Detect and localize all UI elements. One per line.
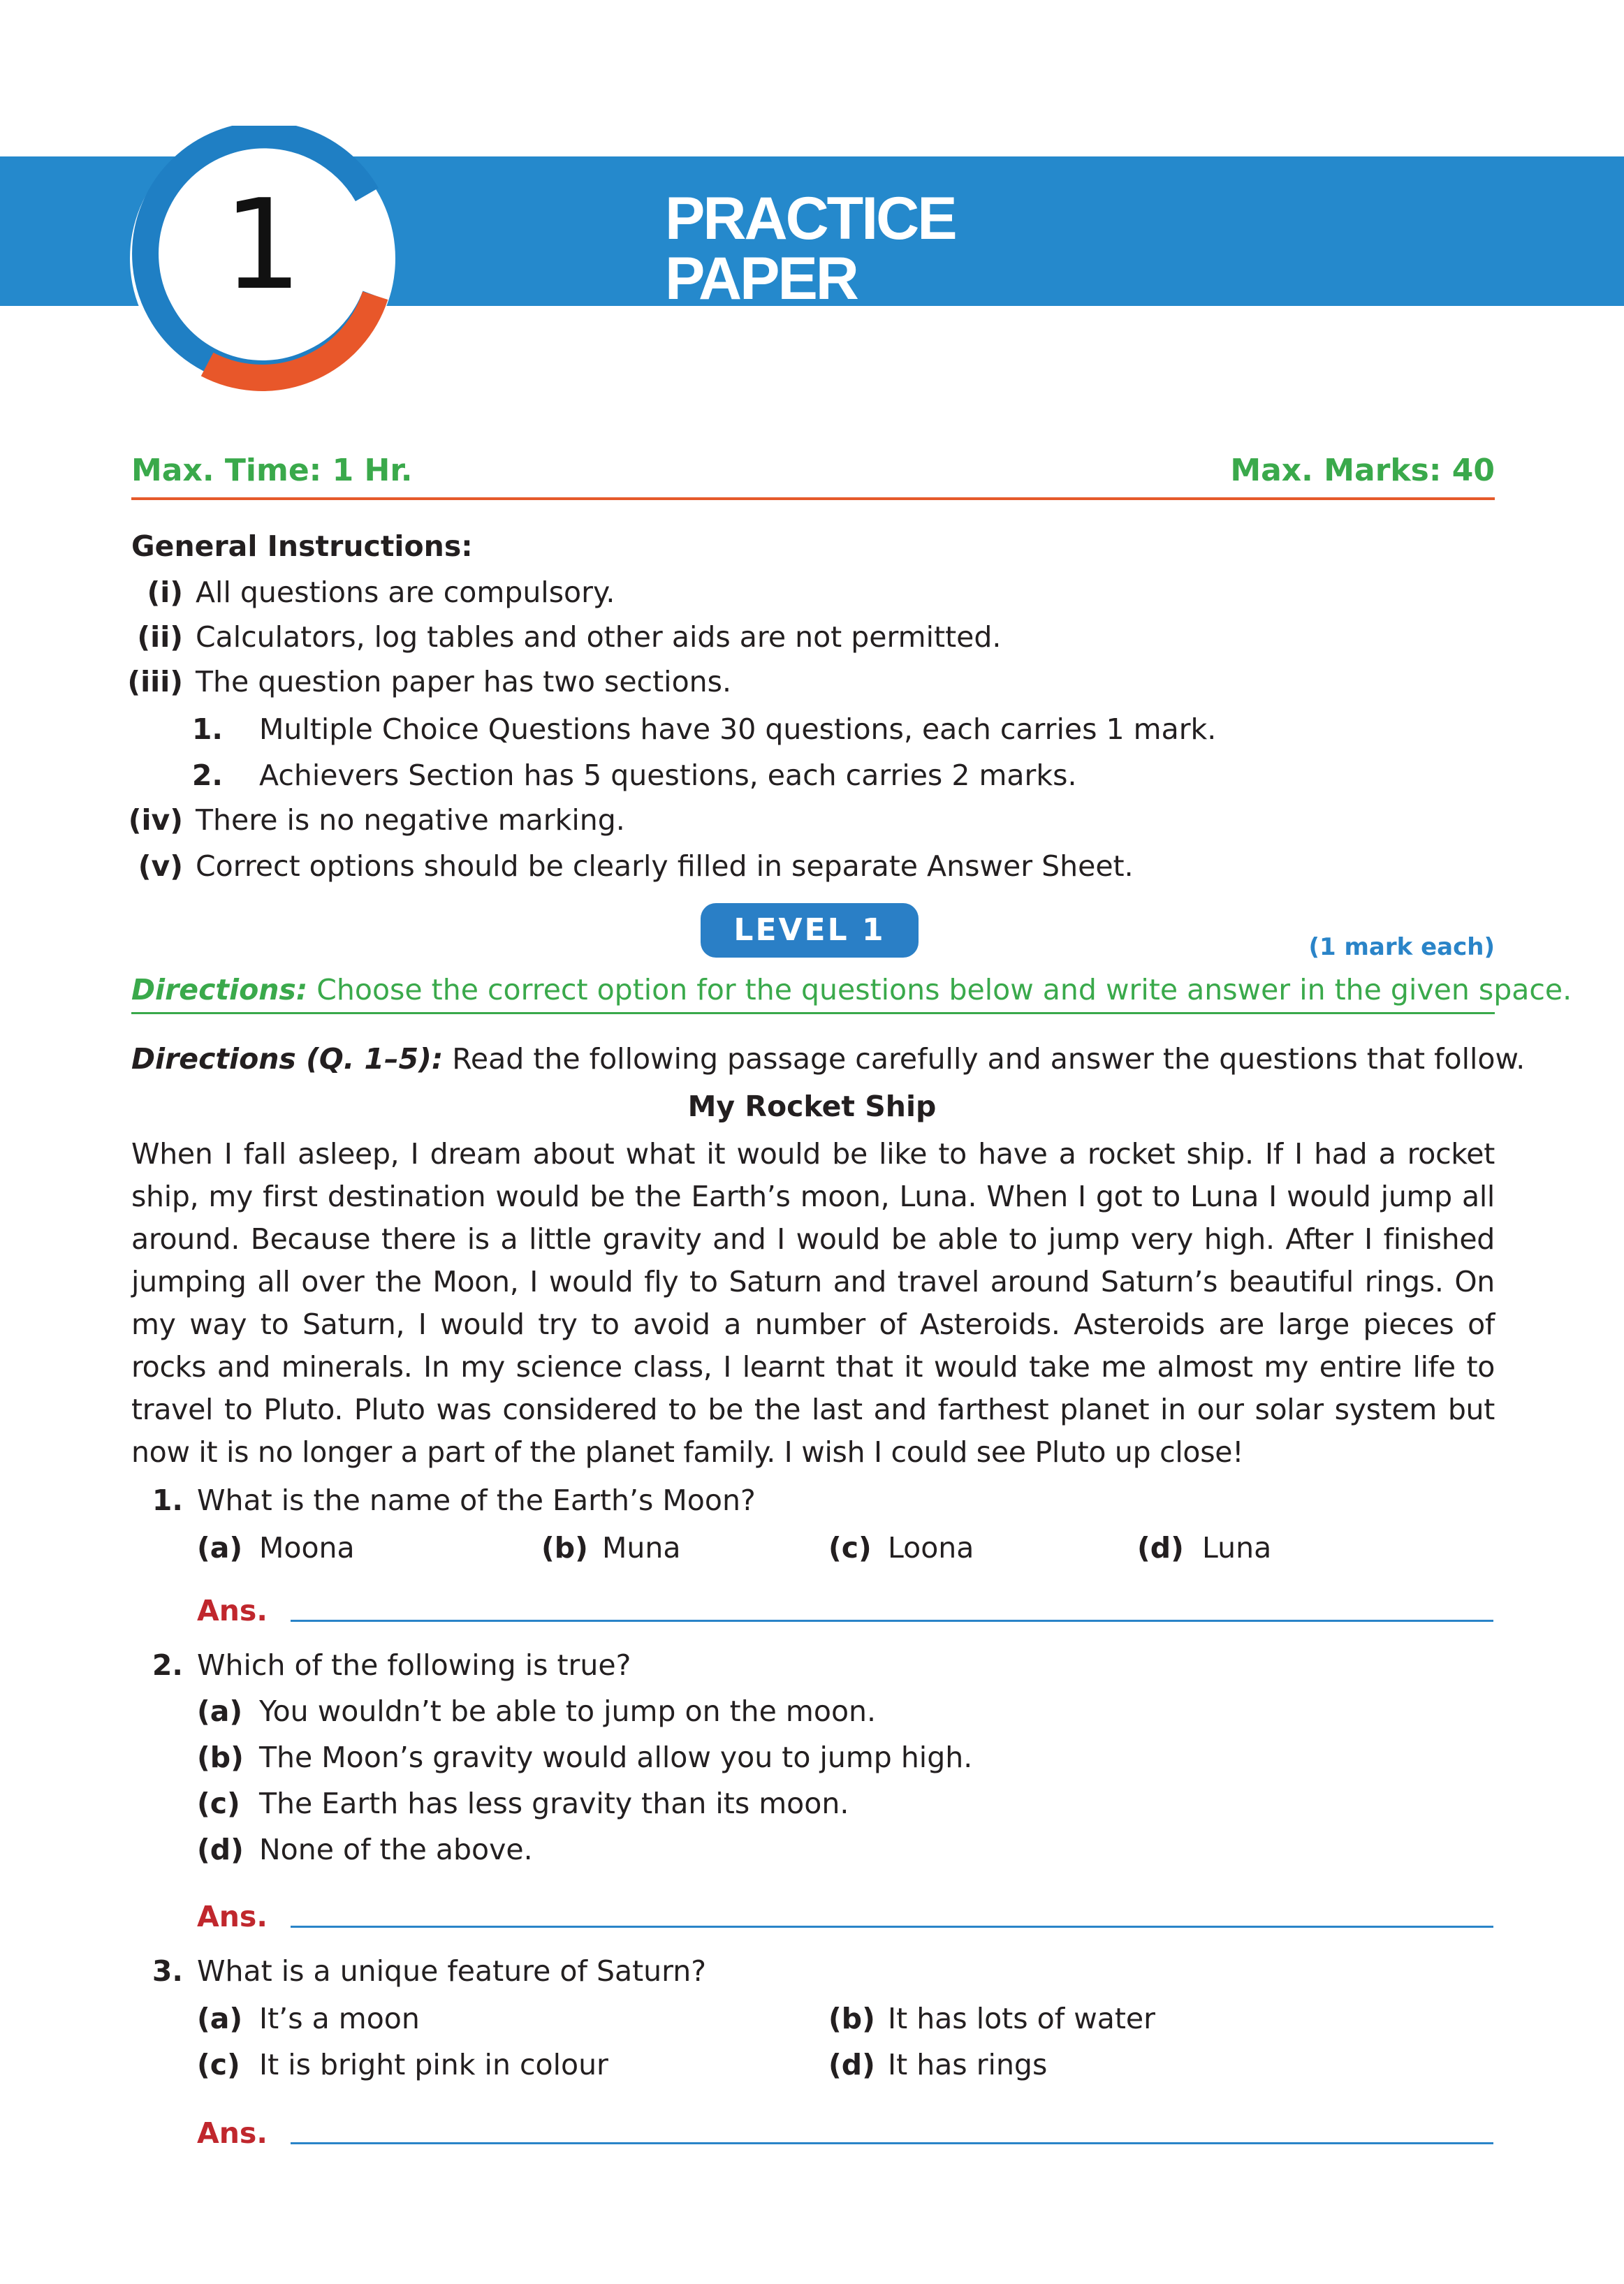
instruction-number: (i) [147, 576, 183, 609]
answer-label: Ans. [197, 2116, 268, 2150]
option-label: (c) [197, 2048, 240, 2081]
level-directions [131, 972, 1572, 1008]
exam-meta [131, 453, 1495, 489]
option-label: (b) [197, 1741, 244, 1774]
option-text: It is bright pink in colour [259, 2048, 608, 2081]
passage-directions-text: Read the following passage carefully and answer the questions that follow. [443, 1042, 1526, 1076]
directions-text: Choose the correct option for the questions below and write answer in the given space. [307, 973, 1572, 1006]
option-label: (d) [197, 1833, 244, 1866]
level-badge: LEVEL 1 [701, 903, 919, 958]
option-label: (d) [1137, 1531, 1184, 1565]
passage-title: My Rocket Ship [687, 1090, 937, 1123]
option-text: None of the above. [259, 1833, 533, 1866]
instruction-text: Multiple Choice Questions have 30 questions, each carries 1 mark. [259, 712, 1217, 746]
option-label: (c) [197, 1787, 240, 1820]
option-text: You wouldn’t be able to jump on the moon. [259, 1694, 877, 1728]
passage-directions [131, 1041, 1525, 1077]
instruction-text: Correct options should be clearly filled in separate Answer Sheet. [196, 849, 1134, 883]
question-number: 3. [152, 1954, 183, 1988]
question-text: What is a unique feature of Saturn? [197, 1954, 707, 1988]
answer-label: Ans. [197, 1594, 268, 1627]
option-label: (c) [828, 1531, 872, 1565]
option-text: Muna [602, 1531, 681, 1565]
option-label: (a) [197, 2002, 243, 2035]
max-time: Max. Time: 1 Hr. [131, 453, 413, 488]
instruction-number: (iii) [127, 665, 183, 698]
divider [131, 497, 1495, 500]
passage-body: When I fall asleep, I dream about what it would be like to have a rocket ship. If I had a rocket ship, my first destination would be the Earth’s moon, Luna. When I got to Luna I would jump all around. Because there is a little gravity and I would be able to jump very high. After I finished jumping all over the Moon, I would fly to Saturn and travel around Saturn’s beautiful rings. On my way to Saturn, I would try to avoid a number of Asteroids. Asteroids are large pieces of rocks and minerals. In my science class, I learnt that it would take me almost my entire life to travel to Pluto. Pluto was considered to be the last and farthest planet in our solar system but now it is no longer a part of the planet family. I wish I could see Pluto up close! [131, 1137, 1495, 1469]
directions-divider [131, 1012, 1495, 1014]
option-label: (b) [541, 1531, 588, 1565]
question-number: 1. [152, 1484, 183, 1517]
instructions-heading: General Instructions: [131, 529, 473, 563]
instruction-text: Calculators, log tables and other aids are not permitted. [196, 620, 1002, 654]
option-text: Moona [259, 1531, 355, 1565]
option-text: Loona [888, 1531, 974, 1565]
answer-line[interactable] [291, 1620, 1493, 1622]
answer-label: Ans. [197, 1900, 268, 1933]
page-title: PRACTICE PAPER [665, 185, 956, 312]
option-label: (a) [197, 1694, 243, 1728]
question-number: 2. [152, 1648, 183, 1682]
answer-line[interactable] [291, 2142, 1493, 2144]
option-text: The Earth has less gravity than its moon. [259, 1787, 849, 1820]
option-text: It has rings [888, 2048, 1048, 2081]
instruction-text: The question paper has two sections. [196, 665, 732, 698]
question-text: Which of the following is true? [197, 1648, 631, 1682]
instruction-number: (ii) [137, 620, 183, 654]
option-label: (a) [197, 1531, 243, 1565]
instruction-subnumber: 1. [191, 712, 223, 746]
option-text: It’s a moon [259, 2002, 420, 2035]
option-label: (b) [828, 2002, 875, 2035]
instruction-text: There is no negative marking. [196, 803, 625, 837]
max-marks: Max. Marks: 40 [1230, 453, 1495, 488]
passage-directions-label: Directions (Q. 1–5): [131, 1042, 444, 1076]
instruction-text: All questions are compulsory. [196, 576, 615, 609]
option-text: It has lots of water [888, 2002, 1156, 2035]
option-text: Luna [1202, 1531, 1272, 1565]
marks-note: (1 mark each) [1308, 933, 1495, 961]
paper-number: 1 [223, 173, 302, 317]
question-text: What is the name of the Earth’s Moon? [197, 1484, 756, 1517]
option-text: The Moon’s gravity would allow you to jump high. [259, 1741, 973, 1774]
answer-line[interactable] [291, 1926, 1493, 1928]
instruction-subnumber: 2. [191, 759, 223, 792]
instruction-number: (iv) [128, 803, 183, 837]
instruction-number: (v) [138, 849, 183, 883]
option-label: (d) [828, 2048, 875, 2081]
directions-label: Directions: [131, 973, 308, 1006]
instruction-text: Achievers Section has 5 questions, each carries 2 marks. [259, 759, 1077, 792]
